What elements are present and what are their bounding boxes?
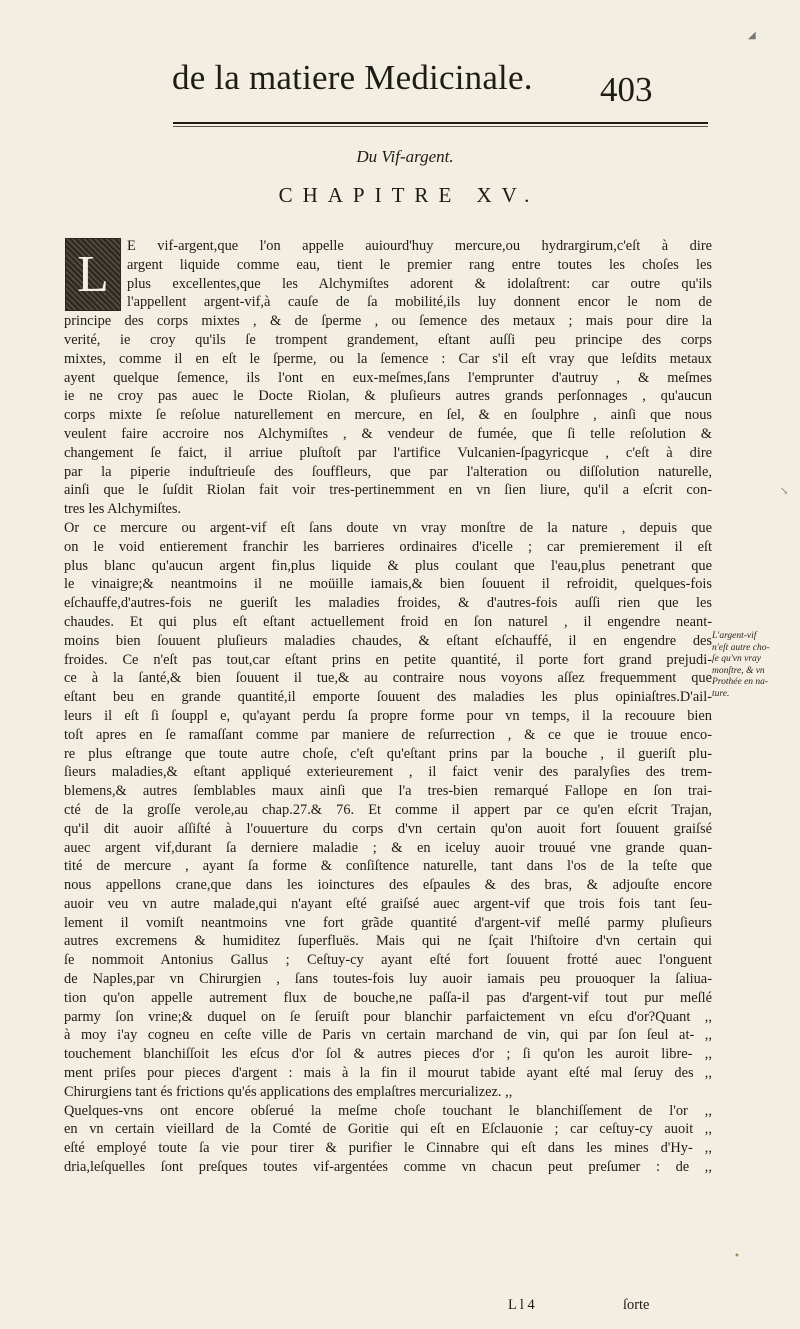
text-line: ſe nommoit Antonius Gallus ; Ceſtuy-cy ayant eſté fort ſouuent frotté auec l'onguent [64, 952, 712, 969]
text-line: autres excremens & humiditez ſuperfluës. Mais qui ne ſçait l'hiſtoire d'vn certain qui [64, 933, 712, 950]
text-line: Chirurgiens tant és frictions qu'és applications des emplaſtres mercurializez. ,, [64, 1083, 513, 1100]
text-line: E vif-argent,que l'on appelle auiourd'huy mercure,ou hydrargirum,c'eſt à dire [127, 238, 712, 254]
margin-note-line: Prothée en na- [712, 677, 769, 688]
text-line: froides. Ce n'eſt pas tout,car eſtant prins en petite quantité, il porte fort grand prejudi- [64, 651, 712, 668]
text-line: par la piperie induſtrieuſe des ſouffleurs, que par l'alteration ou diſſolution naturelle, [64, 463, 712, 480]
text-line: tres les Alchymiſtes. [64, 501, 182, 518]
text-line: moins bien ſouuent pluſieurs maladies chaudes, & eſtant eſchauffé, il en engendre des [64, 632, 712, 649]
running-title: de la matiere Medicinale. [172, 58, 533, 97]
text-line: parmy ſon vrine;& duquel on ſe ſeruiſt pour blanchir parfaictement vn eſcu d'or?Quant ,, [64, 1008, 712, 1025]
margin-note-line: n'eſt autre cho- [712, 642, 770, 653]
text-line: ment priſes pour pieces d'argent : mais à la fin il mourut tabide ayant eſté mal ſeruy des ,, [64, 1065, 712, 1082]
text-line: lement il vomiſt neantmoins vne fort grãde quantité d'argent-vif meſlé parmy pluſieurs [64, 914, 712, 931]
margin-note-line: monſtre, & vn [712, 665, 765, 676]
text-line: auec argent vif,durant ſa derniere maladie ; & en iceluy auoir trouué vne grande quan- [64, 839, 712, 856]
margin-note-line: L'argent-vif [712, 631, 757, 641]
text-line: principe des corps mixtes , & de ſperme , ou ſemence des metaux ; mais pour dire la [64, 313, 712, 330]
text-line: eſté employé toute ſa vie pour tirer & purifier le Cinnabre qui eſt dans les mines d'Hy- ,, [64, 1140, 712, 1157]
section-title: Du Vif-argent. [356, 147, 454, 166]
chapter-heading: CHAPITRE XV. [278, 183, 540, 207]
text-line: eſchauffe,d'autres-fois ne gueriſt les maladies froides, & d'autres-fois auſſi rien que les [64, 595, 712, 612]
text-line: qu'il dit auoir aſſiſté à l'ouuerture du corps d'vn certain qu'on auoit fort ſouuent graiſsé [64, 820, 712, 837]
ink-spot: • [734, 1251, 740, 1262]
text-line: à moy i'ay cogneu en ceſte ville de Paris vn certain marchand de vin, qui par ſon ſeul at- ,, [64, 1027, 712, 1044]
text-line: blemens,& autres ſemblables maux ainſi que l'a tres-bien remarqué Fallope en ſon trai- [64, 783, 712, 800]
text-line: nous appellons crane,que dans les ioinctures des eſpaules & des bras, & adjouſte encore [64, 877, 712, 894]
text-line: dria,leſquelles ſont preſques toutes vif-argentées comme vn chacun peut preſumer : de ,, [64, 1159, 712, 1176]
text-line: re plus eſtrange que toute autre choſe, c'eſt qu'eſtant prins par la bouche , il gueriſt plu- [64, 745, 712, 762]
text-line: chaudes. Et qui plus eſt eſtant actuellement froid en ſon naturel , il engendre neant- [64, 613, 712, 630]
text-line: touchement blanchiſſoit les eſcus d'or ſol & autres pieces d'or ; ſi qu'on les auroit libre- ,, [64, 1046, 712, 1063]
margin-note-line: ture. [712, 688, 730, 699]
header-rule-thin [173, 126, 708, 127]
text-line: ie ne croy pas auec le Docte Riolan, & pluſieurs autres grands perſonnages , qu'aucun [64, 388, 712, 405]
page-number: 403 [600, 70, 653, 109]
text-line: on le void entierement franchir les barrieres ordinaires d'icelle ; car premierement il eſt [64, 538, 712, 555]
text-line: tion qu'on appelle autrement flux de bouche,ne paſſa-il pas d'argent-vif tout pur meſlé [64, 989, 712, 1006]
initial-letter: L [66, 239, 120, 310]
text-line: cté de la groſſe verole,au chap.27.& 76. Et comme il appert par ce qu'en eſcrit Trajan, [64, 801, 712, 818]
text-line: ayent quelque ſemence, ils l'ont en eux-meſmes,ſans l'emprunter d'autruy , & meſmes [64, 369, 712, 386]
body-text [64, 237, 712, 1177]
text-line: ſieurs maladies,& eſtant appliqué exterieurement , il faict venir des paralyſies des trem- [64, 764, 712, 781]
signature-mark: L l 4 [508, 1297, 535, 1313]
catchword: ſorte [623, 1297, 650, 1313]
text-line: ainſi que le ſuſdit Riolan fait voir tres-pertinemment en vn ſien liure, qu'il a eſcrit con- [64, 482, 712, 499]
text-line: plus blanc qu'aucun argent fin,plus liquide & plus coulant que l'eau,plus penetrant que [64, 557, 712, 574]
text-line: eſtant beu en grande quantité,il emporte ſouuent des maladies les plus opiniaſtres.D'ail- [64, 689, 712, 706]
text-line: corps mixte ſe reſolue naturellement en mercure, en ſel, & en ſoulphre , ainſi que nous [64, 407, 712, 424]
text-line: argent liquide comme eau, tient le premier rang entre toutes les choſes les [127, 256, 712, 273]
corner-mark: ◢ [748, 30, 756, 41]
margin-note-line: ſe qu'vn vray [712, 654, 761, 665]
header-rule [173, 122, 708, 124]
text-line: plus excellentes,que les Alchymiſtes adorent & idolaſtrent: car outre qu'ils [127, 275, 712, 292]
text-line: leurs il eſt ſi ſouppl e, qu'ayant perdu ſa propre forme pour vn temps, il la recouure bien [64, 707, 712, 724]
text-line: ce à la ſanté,& bien ſouuent il tue,& au contraire nous voyons aſſez frequemment que [64, 670, 712, 687]
text-line: mixtes, comme il en eſt le ſperme, ou la ſemence : Car s'il eſt vray que leſdits metaux [64, 350, 712, 367]
text-line: Quelques-vns ont encore obſerué la meſme choſe touchant le blanchiſſement de l'or ,, [64, 1102, 712, 1119]
text-line: en vn certain vieillard de la Comté de Goritie qui eſt en Eſclauonie ; car ceſtuy-cy auoit ,, [64, 1121, 712, 1138]
text-line: le vinaigre;& neantmoins il ne moüille iamais,& bien ſouuent il refroidit, quelques-fois [64, 576, 712, 593]
edge-mark: ↘ [780, 486, 789, 497]
text-line: changement ſe faict, il arriue pluſtoſt par l'artifice Vulcanien-ſpagyricque , c'eſt à dire [64, 444, 712, 461]
text-line: toſt apres en ſe ramaſſant comme par maniere de reſurrection , & ce que ie trouue enco- [64, 726, 712, 743]
text-line: Or ce mercure ou argent-vif eſt ſans doute vn vray monſtre de la nature , depuis que [64, 519, 712, 536]
text-line: veulent faire accroire nos Alchymiſtes , & vendeur de fumée, que ſi telle reſolution & [64, 425, 712, 442]
text-line: de Naples,par vn Chirurgien , ſans toutes-fois luy auoir iamais peu prouoquer la ſaliua- [64, 971, 712, 988]
text-line: verité, ie croy qu'ils ſe trompent grandement, eſtant auſſi peu principe des corps [64, 331, 712, 348]
text-line: l'appellent argent-vif,à cauſe de ſa mobilité,ils luy donnent encor le nom de [127, 294, 712, 311]
text-line: tité de mercure , ayant ſa forme & conſiſtence naturelle, tant dans l'os de la teſte que [64, 858, 712, 875]
margin-note [712, 631, 788, 701]
text-line: auoir veu vn autre malade,qui n'ayant eſté graiſsé auec argent-vif que trois fois tant ſeu- [64, 895, 712, 912]
